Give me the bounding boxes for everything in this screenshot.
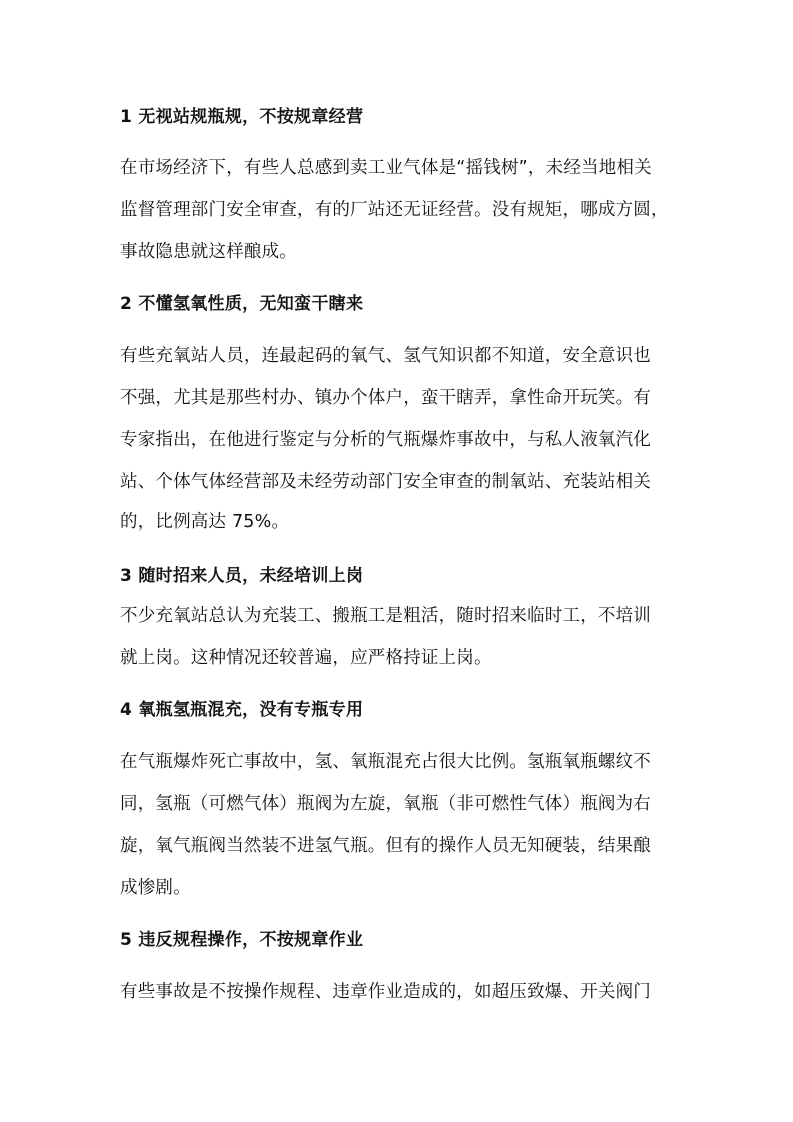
section-3-line-1: 不少充氧站总认为充装工、搬瓶工是粗活，随时招来临时工，不培训 [120, 606, 651, 626]
section-3-heading: 3 随时招来人员，未经培训上岗 [120, 566, 364, 586]
section-5-line-1: 有些事故是不按操作规程、违章作业造成的，如超压致爆、开关阀门 [120, 982, 651, 1002]
section-2-line-1: 有些充氧站人员，连最起码的氧气、氢气知识都不知道，安全意识也 [120, 346, 651, 366]
section-1-line-3: 事故隐患就这样酿成。 [120, 242, 297, 262]
section-1-line-1: 在市场经济下，有些人总感到卖工业气体是“摇钱树”，未经当地相关 [120, 158, 652, 178]
section-1-heading: 1 无视站规瓶规，不按规章经营 [120, 107, 364, 127]
section-2-line-4: 站、个体气体经营部及未经劳动部门安全审查的制氧站、充装站相关 [120, 472, 651, 492]
section-2-line-2: 不强，尤其是那些村办、镇办个体户，蛮干瞎弄，拿性命开玩笑。有 [120, 388, 651, 408]
section-2-line-5: 的，比例高达 75%。 [120, 512, 290, 532]
section-3-line-2: 就上岗。这种情况还较普遍，应严格持证上岗。 [120, 648, 492, 668]
section-2-heading: 2 不懂氢氧性质，无知蛮干瞎来 [120, 294, 364, 314]
section-2-line-3: 专家指出，在他进行鉴定与分析的气瓶爆炸事故中，与私人液氧汽化 [120, 430, 651, 450]
section-5-heading: 5 违反规程操作，不按规章作业 [120, 930, 364, 950]
section-4-line-1: 在气瓶爆炸死亡事故中，氢、氧瓶混充占很大比例。氢瓶氧瓶螺纹不 [120, 752, 651, 772]
section-1-line-2: 监督管理部门安全审查，有的厂站还无证经营。没有规矩，哪成方圆， [120, 200, 669, 220]
section-4-line-3: 旋，氧气瓶阀当然装不进氢气瓶。但有的操作人员无知硬装，结果酿 [120, 836, 651, 856]
section-4-line-4: 成惨剧。 [120, 878, 191, 898]
section-4-heading: 4 氧瓶氢瓶混充，没有专瓶专用 [120, 700, 364, 720]
section-4-line-2: 同，氢瓶（可燃气体）瓶阀为左旋，氧瓶（非可燃性气体）瓶阀为右 [120, 794, 651, 814]
